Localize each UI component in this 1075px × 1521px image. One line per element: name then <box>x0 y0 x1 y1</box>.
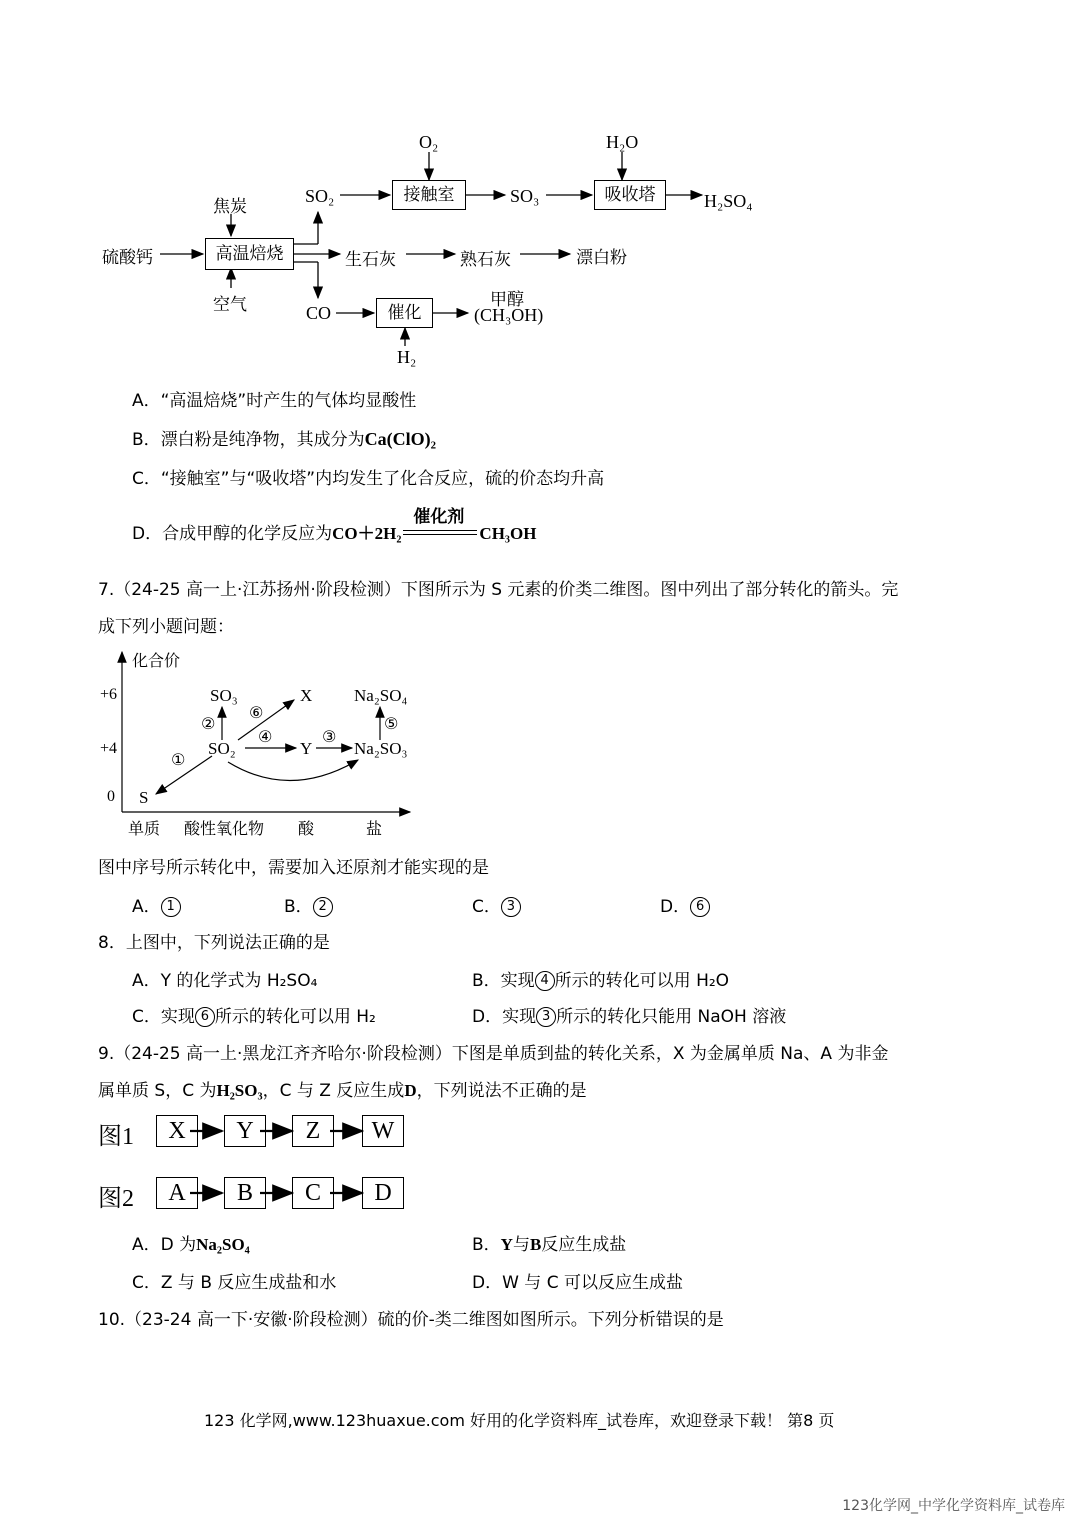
q9-stem-line2: 属单质 S，C 为H₂SO₃，C 与 Z 反应生成D，下列说法不正确的是 <box>98 1081 587 1101</box>
contact-chamber-box: 接触室 <box>392 180 466 210</box>
axis-y-label: 化合价 <box>132 651 181 670</box>
q8-option-a: A．Y 的化学式为 H₂SO₄ <box>132 971 318 991</box>
q9-option-d: D．W 与 C 可以反应生成盐 <box>472 1273 683 1293</box>
species-so3: SO₃ <box>210 686 238 705</box>
mark-3: ③ <box>322 727 337 746</box>
q6-option-c: C．“接触室”与“吸收塔”内均发生了化合反应，硫的价态均升高 <box>132 469 605 489</box>
h2-label: H₂ <box>397 347 417 367</box>
fig1-box-y: Y <box>224 1115 266 1147</box>
fig1-box-z: Z <box>292 1115 334 1147</box>
so2-label: SO₂ <box>305 186 335 206</box>
q7-option-c: C． 3 <box>472 892 521 917</box>
q7-option-a: A． 1 <box>132 892 181 917</box>
air-label: 空气 <box>213 295 247 315</box>
q6-option-a: A．“高温焙烧”时产生的气体均显酸性 <box>132 391 417 411</box>
fig2-box-c: C <box>292 1177 334 1209</box>
so3-label: SO₃ <box>510 186 540 206</box>
page-footer: 123 化学网,www.123huaxue.com 好用的化学资料库_试卷库，欢迎登录下载！ 第8 页 <box>204 1411 835 1430</box>
methanol-formula: (CH₃OH) <box>474 305 544 325</box>
mark-2: ② <box>201 714 216 733</box>
fig2-box-d: D <box>362 1177 404 1209</box>
mark-4: ④ <box>258 727 273 746</box>
species-x: X <box>300 686 313 705</box>
q6-option-b: B．漂白粉是纯净物，其成分为Ca(ClO)₂ <box>132 429 437 450</box>
q9-stem-line1: 9.（24-25 高一上·黑龙江齐齐哈尔·阶段检测）下图是单质到盐的转化关系，X 为金属单质 Na、A 为非金 <box>98 1044 889 1064</box>
q8-option-b: B．实现 4 所示的转化可以用 H₂O <box>472 971 730 991</box>
q8-stem: 8．上图中，下列说法正确的是 <box>98 933 330 953</box>
q7-stem-line2: 成下列小题问题： <box>98 617 234 637</box>
q10-stem: 10.（23-24 高一下·安徽·阶段检测）硫的价-类二维图如图所示。下列分析错误的是 <box>98 1310 724 1330</box>
fig2-box-a: A <box>156 1177 198 1209</box>
h2o-label: H₂O <box>606 132 639 152</box>
catalyst-box: 催化 <box>376 298 433 328</box>
watermark: 123化学网_中学化学资料库_试卷库 <box>842 1498 1065 1514</box>
o2-label: O₂ <box>419 132 439 152</box>
q9-option-c: C．Z 与 B 反应生成盐和水 <box>132 1273 337 1293</box>
q6-option-d: D．合成甲醇的化学反应为CO＋2H₂ 催化剂 CH₃OH <box>132 507 537 544</box>
mark-6: ⑥ <box>249 703 264 722</box>
x-tick-element: 单质 <box>128 819 161 838</box>
co-label: CO <box>306 303 332 323</box>
species-y: Y <box>300 739 313 758</box>
mark-1: ① <box>171 750 186 769</box>
furnace-box: 高温焙烧 <box>205 238 294 270</box>
species-na2so4: Na₂SO₄ <box>354 686 408 705</box>
fig1-box-x: X <box>156 1115 198 1147</box>
h2so4-label: H₂SO₄ <box>704 191 753 211</box>
absorber-box: 吸收塔 <box>594 180 666 210</box>
x-tick-acid: 酸 <box>298 819 315 838</box>
x-tick-salt: 盐 <box>366 819 383 838</box>
q8-option-c: C．实现 6 所示的转化可以用 H₂ <box>132 1007 376 1027</box>
x-tick-acidic-oxide: 酸性氧化物 <box>184 819 265 838</box>
y-tick-plus6: +6 <box>100 686 118 703</box>
methanol-label: 甲醇 <box>490 290 524 310</box>
fig2-label: 图2 <box>98 1186 134 1212</box>
q7-question: 图中序号所示转化中，需要加入还原剂才能实现的是 <box>98 858 489 878</box>
q7-stem-line1: 7.（24-25 高一上·江苏扬州·阶段检测）下图所示为 S 元素的价类二维图。图中列出了部分转化的箭头。完 <box>98 580 899 600</box>
input-calcium-sulfate: 硫酸钙 <box>102 248 153 268</box>
fig1-box-w: W <box>362 1115 404 1147</box>
species-na2so3: Na₂SO₃ <box>354 739 408 758</box>
q9-option-a: A．D 为Na₂SO₄ <box>132 1235 250 1255</box>
q9-option-b: B．Y与B反应生成盐 <box>472 1235 627 1255</box>
bleach-label: 漂白粉 <box>576 248 627 268</box>
coke-label: 焦炭 <box>213 197 247 217</box>
q7-option-d: D． 6 <box>660 892 710 917</box>
y-tick-plus4: +4 <box>100 740 118 757</box>
fig2-box-b: B <box>224 1177 266 1209</box>
quicklime-label: 生石灰 <box>345 250 396 270</box>
q8-option-d: D．实现 3 所示的转化只能用 NaOH 溶液 <box>472 1007 787 1027</box>
q7-option-b: B． 2 <box>284 892 333 917</box>
mark-5: ⑤ <box>384 714 399 733</box>
species-so2: SO₂ <box>208 739 236 758</box>
slaked-lime-label: 熟石灰 <box>460 250 511 270</box>
species-s: S <box>139 788 149 807</box>
y-tick-zero: 0 <box>107 788 115 805</box>
fig1-label: 图1 <box>98 1124 134 1150</box>
